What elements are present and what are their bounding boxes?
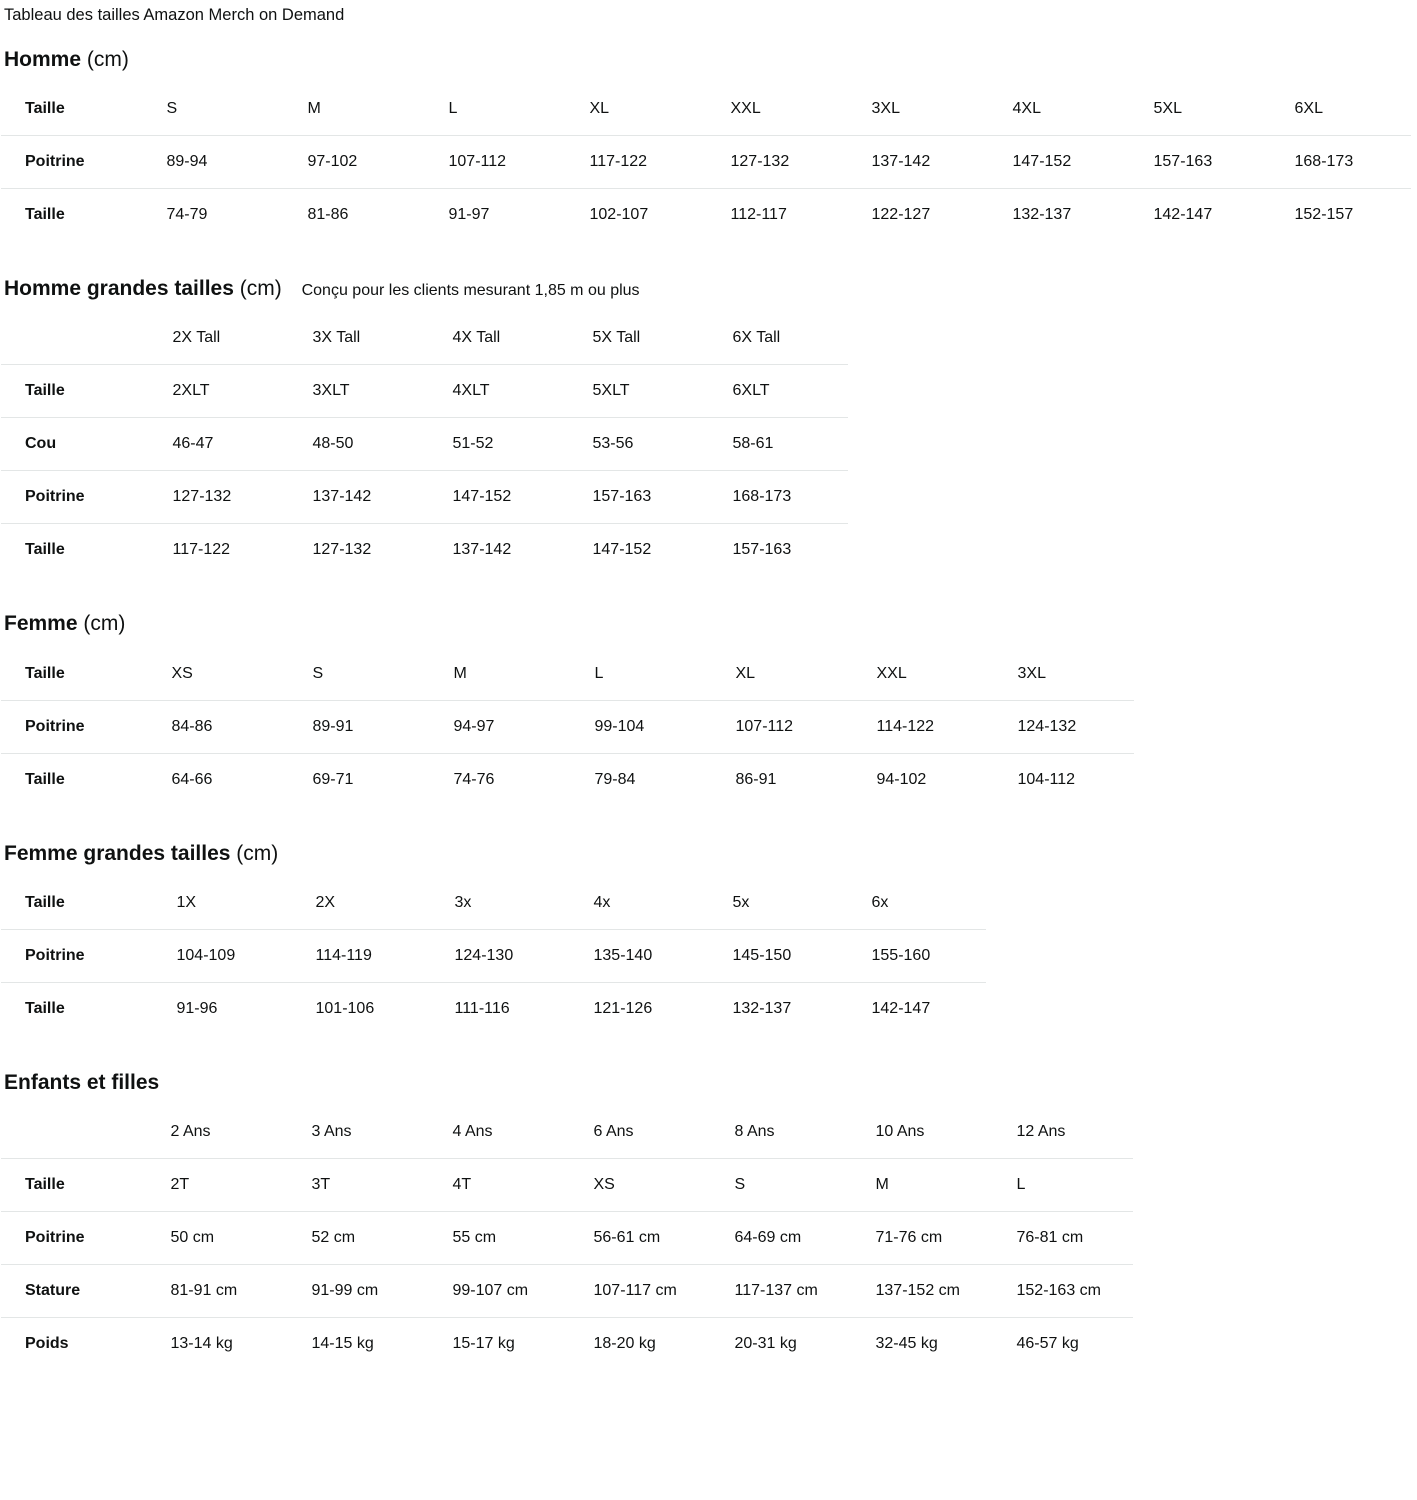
row-label: Taille [25,541,65,559]
table-cell: 145-150 [709,929,848,982]
table-cell: 114-122 [853,700,994,753]
table-cell: 112-117 [730,206,787,224]
table-cell: 124-130 [431,929,570,982]
table-cell: 2X [292,876,431,929]
row-label [1,1105,147,1158]
section-heading-femme-grandes-tailles [0,841,1417,866]
table-row [1,753,1135,806]
table-cell: 64-66 [171,770,213,788]
page-title: Tableau des tailles Amazon Merch on Demand [4,6,345,24]
table-row [1,1264,1134,1317]
table-cell: 152-157 [1294,206,1354,224]
row-label: Poitrine [1,929,153,982]
table-row [1,418,849,471]
table-cell: 6X Tall [709,312,849,365]
table-cell: 137-152 cm [852,1264,993,1317]
table-cell: 117-122 [566,136,707,189]
table-cell: S [711,1158,852,1211]
table-cell: XS [570,1158,711,1211]
section-homme-grandes-tailles [0,276,1417,577]
table-cell: XL [566,83,707,136]
table-cell: 46-57 kg [1016,1334,1079,1352]
table-cell: 3T [288,1158,429,1211]
table-cell: 147-152 [429,471,569,524]
section-unit-text: (cm) [83,612,126,636]
table-cell: 89-94 [143,136,284,189]
table-row [1,929,987,982]
table-cell: 2 Ans [147,1105,288,1158]
section-title-text: Homme grandes tailles [4,277,234,301]
table-cell: 6x [848,876,987,929]
table-cell: 117-122 [172,541,231,559]
row-label: Taille [1,83,143,136]
table-cell: 4X Tall [429,312,569,365]
table-cell: 111-116 [454,999,510,1017]
section-heading-homme-grandes-tailles [0,276,1417,301]
table-cell: 6 Ans [570,1105,711,1158]
table-enfants-et-filles [0,1105,1134,1371]
table-cell: 147-152 [989,136,1130,189]
row-label: Taille [1,876,153,929]
table-homme-grandes-tailles [0,311,849,577]
table-cell: 102-107 [589,206,649,224]
table-row [1,700,1135,753]
table-cell: 94-97 [430,700,571,753]
table-row [1,312,849,365]
table-cell: 91-97 [448,206,490,224]
section-unit-text: (cm) [86,48,129,71]
section-homme [0,47,1417,242]
table-row [1,524,849,577]
row-label: Poitrine [1,1211,147,1264]
table-cell: 132-137 [1012,206,1072,224]
table-cell: 99-107 cm [429,1264,570,1317]
table-cell: 15-17 kg [452,1334,515,1352]
table-cell: 124-132 [994,700,1135,753]
table-cell: 107-112 [425,136,566,189]
table-cell: 3 Ans [288,1105,429,1158]
table-cell: 142-147 [871,999,931,1017]
table-cell: 3XL [848,83,989,136]
table-cell: 3XLT [289,365,429,418]
table-cell: 32-45 kg [875,1334,938,1352]
row-label: Poitrine [1,700,148,753]
section-title-text: Homme [4,48,82,71]
table-cell: 69-71 [312,770,354,788]
section-title-text: Enfants et filles [4,1070,160,1094]
table-cell: 20-31 kg [734,1334,797,1352]
table-cell: 137-142 [289,471,429,524]
table-row [1,136,1412,189]
section-femme-grandes-tailles [0,841,1417,1036]
table-row [1,189,1412,242]
table-cell: 76-81 cm [993,1211,1134,1264]
table-cell: 94-102 [876,770,927,788]
table-cell: 4T [429,1158,570,1211]
table-cell: 13-14 kg [170,1334,233,1352]
table-cell: 48-50 [289,418,429,471]
table-cell: 127-132 [312,541,372,559]
table-cell: 117-137 cm [711,1264,852,1317]
table-cell: XXL [853,647,994,700]
table-femme [0,647,1135,807]
table-cell: 127-132 [149,471,289,524]
table-cell: 2T [147,1158,288,1211]
table-cell: 58-61 [709,418,849,471]
table-row [1,876,987,929]
row-label: Taille [1,365,149,418]
table-cell: 6XLT [709,365,849,418]
table-cell: S [289,647,430,700]
table-row [1,1317,1134,1370]
table-cell: 137-142 [452,541,512,559]
table-cell: 74-76 [453,770,495,788]
table-cell: 86-91 [735,770,777,788]
section-heading-enfants-et-filles [0,1070,1417,1095]
table-cell: 104-112 [1017,770,1076,788]
table-cell: 142-147 [1153,206,1213,224]
table-cell: S [143,83,284,136]
table-cell: L [425,83,566,136]
table-cell: 2X Tall [149,312,289,365]
table-row [1,982,987,1035]
table-cell: 91-96 [176,999,218,1017]
row-label: Taille [25,770,65,788]
table-cell: 3XL [994,647,1135,700]
table-cell: 107-117 cm [570,1264,711,1317]
row-label: Cou [1,418,149,471]
table-cell: 121-126 [593,999,653,1017]
table-cell: 168-173 [709,471,849,524]
table-cell: 99-104 [571,700,712,753]
table-row [1,1158,1134,1211]
table-cell: 5x [709,876,848,929]
table-cell: M [852,1158,993,1211]
table-cell: 135-140 [570,929,709,982]
row-label: Poitrine [1,471,149,524]
table-cell: M [430,647,571,700]
table-cell: 101-106 [315,999,375,1017]
row-label: Taille [1,647,148,700]
table-cell: 8 Ans [711,1105,852,1158]
table-cell: 155-160 [848,929,987,982]
table-cell: XL [712,647,853,700]
table-cell: 157-163 [569,471,709,524]
table-cell: 157-163 [732,541,792,559]
table-row [1,647,1135,700]
table-cell: 50 cm [147,1211,288,1264]
table-femme-grandes-tailles [0,876,987,1036]
table-cell: 4 Ans [429,1105,570,1158]
table-cell: 122-127 [871,206,931,224]
table-cell: 5XL [1130,83,1271,136]
table-cell: 1X [153,876,292,929]
table-cell: 2XLT [149,365,289,418]
row-label: Taille [25,999,65,1017]
row-label: Taille [1,1158,147,1211]
table-cell: 46-47 [149,418,289,471]
table-cell: 56-61 cm [570,1211,711,1264]
table-cell: 84-86 [148,700,289,753]
table-cell: L [571,647,712,700]
table-cell: 5XLT [569,365,709,418]
table-cell: 157-163 [1130,136,1271,189]
table-cell: 97-102 [284,136,425,189]
table-cell: 132-137 [732,999,792,1017]
table-row [1,471,849,524]
table-cell: 6XL [1271,83,1412,136]
row-label [1,312,149,365]
table-cell: 4XLT [429,365,569,418]
table-cell: 152-163 cm [993,1264,1134,1317]
section-heading-femme [0,611,1417,636]
table-homme [0,82,1412,242]
table-cell: 10 Ans [852,1105,993,1158]
table-cell: 53-56 [569,418,709,471]
table-cell: 127-132 [707,136,848,189]
table-row [1,365,849,418]
section-unit-text: (cm) [239,277,282,301]
table-cell: M [284,83,425,136]
table-cell: 51-52 [429,418,569,471]
section-title-text: Femme grandes tailles [4,841,231,865]
table-cell: 168-173 [1271,136,1412,189]
table-row [1,1105,1134,1158]
section-note-text: Conçu pour les clients mesurant 1,85 m ou plus [301,282,640,300]
table-cell: 12 Ans [993,1105,1134,1158]
row-label: Taille [25,206,65,224]
table-cell: 18-20 kg [593,1334,656,1352]
table-cell: 91-99 cm [288,1264,429,1317]
table-cell: 79-84 [594,770,636,788]
section-enfants-et-filles [0,1070,1417,1371]
table-row [1,83,1412,136]
section-title-text: Femme [4,612,78,636]
table-cell: 81-91 cm [147,1264,288,1317]
table-cell: 81-86 [307,206,349,224]
table-cell: 104-109 [153,929,292,982]
row-label: Poids [25,1334,69,1352]
table-cell: 71-76 cm [852,1211,993,1264]
table-cell: XXL [707,83,848,136]
section-femme [0,611,1417,806]
table-cell: 114-119 [292,929,431,982]
section-unit-text: (cm) [236,841,279,865]
table-cell: 14-15 kg [311,1334,374,1352]
table-cell: 52 cm [288,1211,429,1264]
section-heading-homme [0,47,1417,72]
row-label: Stature [1,1264,147,1317]
table-cell: L [993,1158,1134,1211]
table-cell: 147-152 [592,541,652,559]
table-cell: 107-112 [712,700,853,753]
table-cell: 5X Tall [569,312,709,365]
table-cell: 89-91 [289,700,430,753]
table-cell: 4x [570,876,709,929]
table-cell: 137-142 [848,136,989,189]
table-cell: 3x [431,876,570,929]
table-row [1,1211,1134,1264]
table-cell: 55 cm [429,1211,570,1264]
table-cell: XS [148,647,289,700]
table-cell: 64-69 cm [711,1211,852,1264]
row-label: Poitrine [1,136,143,189]
table-cell: 74-79 [166,206,208,224]
table-cell: 4XL [989,83,1130,136]
table-cell: 3X Tall [289,312,429,365]
